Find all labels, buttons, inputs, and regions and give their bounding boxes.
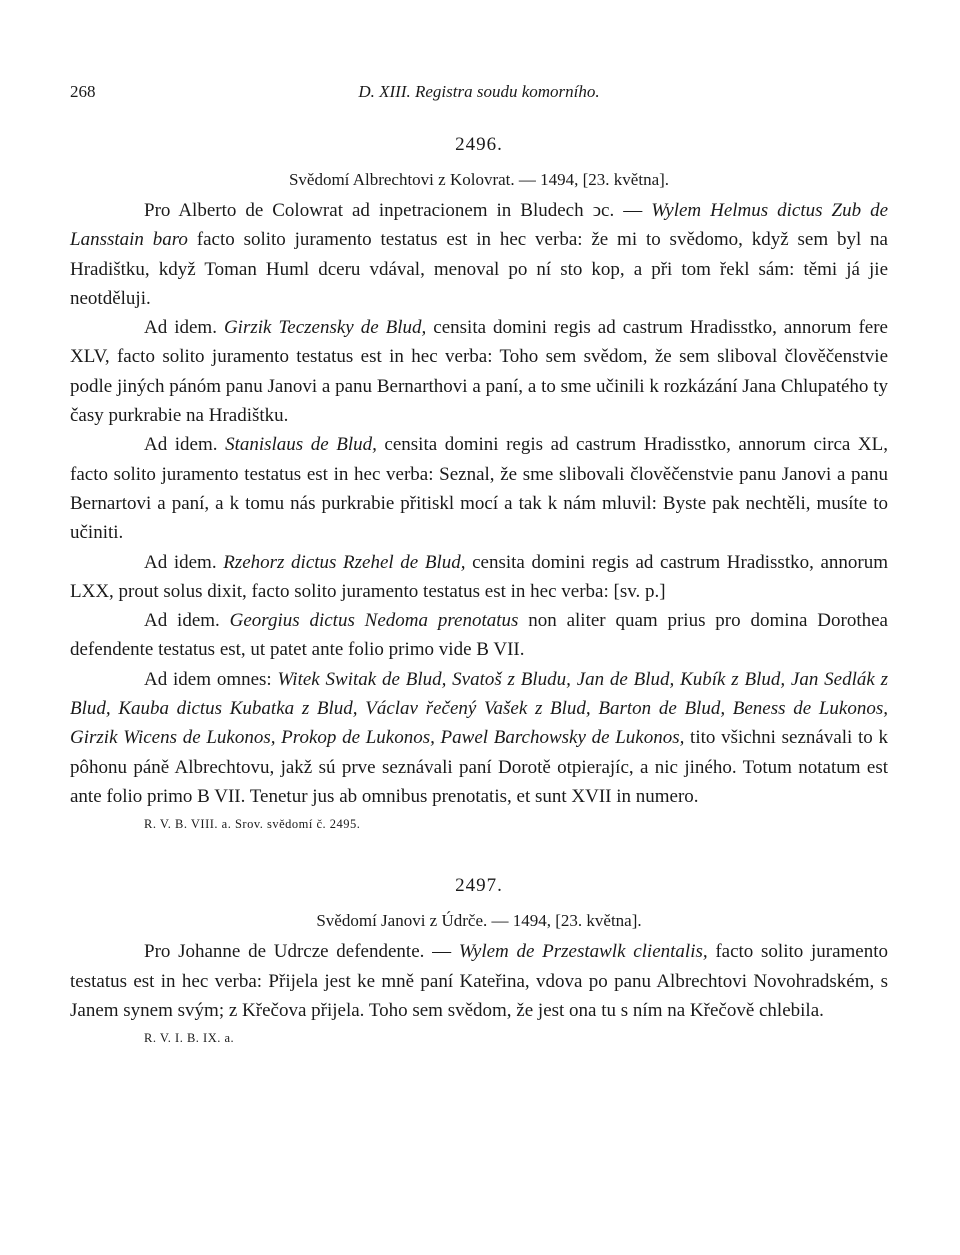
italic-name-run: Wylem de Przestawlk clientalis, <box>458 941 708 963</box>
document-page <box>70 78 888 1047</box>
body-paragraph <box>70 665 888 811</box>
entry-2497 <box>70 875 888 1047</box>
text-run: tito všichni seznávali to k pôhonu páně Albrechtovu, jakž sú prve seznávali paní Dorotě otpierajíc, a nic jiného. Totum notatum est ante folio primo B VII. Tenetur jus ab omnibus prenotatis, et sunt XVII in numero. <box>70 727 889 807</box>
italic-name-run: Stanislaus de Blud, <box>225 434 377 456</box>
text-run: Ad idem omnes: <box>144 668 278 690</box>
entry-body <box>70 937 888 1025</box>
entry-2496 <box>70 134 888 833</box>
text-run: censita domini regis ad castrum Hradisstko, annorum circa XL, facto solito juramento testatus est in hec verba: Seznal, že sme slibovali člověčenstvie panu Janovi a panu Bernartovi a paní, a k tomu nás purkrabie přitiskl mocí a tak k nám mluvil: Byste pak nechtěli, musíte to učiniti. <box>70 434 888 544</box>
italic-name-run: Wylem Helmus dictus Zub de Lansstain baro <box>70 200 888 251</box>
source-note: R. V. I. B. IX. a. <box>144 1031 235 1046</box>
text-run: censita domini regis ad castrum Hradisstko, annorum fere XLV, facto solito juramento testatus est in hec verba: Toho sem svědom, že sem sliboval člověčenstvie podle jiných pánóm panu Janovi a panu Bernarthovi a paní, a to sme učinili k rozkázání Jana Chlupatého ty časy purkrabie na Hradištku. <box>70 317 888 427</box>
entry-number: 2496. <box>455 134 503 155</box>
entry-heading: Svědomí Janovi z Údrče. — 1494, [23. května]. <box>316 911 642 931</box>
text-run: censita domini regis ad castrum Hradisstko, annorum LXX, prout solus dixit, facto solito juramento testatus est in hec verba: [sv. p.] <box>70 551 888 602</box>
italic-name-run: Witek Switak de Blud, Svatoš z Bludu, Jan de Blud, Kubík z Blud, Jan Sedlák z Blud, Kauba dictus Kubatka z Blud, Václav řečený Vašek z Blud, Barton de Blud, Beness de Lukonos, Girzik Wicens de Lukonos, Prokop de Lukonos, Pawel Barchowsky de Lukonos, <box>70 668 888 749</box>
running-header <box>70 78 888 108</box>
text-run: Ad idem. <box>144 610 230 632</box>
body-paragraph <box>70 548 888 607</box>
page-number: 268 <box>70 82 96 101</box>
entry-number: 2497. <box>455 875 503 897</box>
body-paragraph <box>70 430 888 547</box>
text-run: non aliter quam prius pro domina Dorothea defendente testatus est, ut patet ante folio primo vide B VII. <box>70 610 888 661</box>
body-paragraph <box>70 937 888 1025</box>
entry-body <box>70 196 888 811</box>
italic-name-run: Georgius dictus Nedoma prenotatus <box>229 610 519 632</box>
entry-heading: Svědomí Albrechtovi z Kolovrat. — 1494, [23. května]. <box>288 170 670 189</box>
text-run: facto solito juramento testatus est in hec verba: že mi to svědomo, když sem byl na Hradištku, když Toman Huml dceru vdával, menoval po ní sto kop, a při tom řekl sám: těmi já jie neotděluji. <box>70 229 888 309</box>
text-run: Pro Johanne de Udrcze defendente. — <box>144 941 459 963</box>
italic-name-run: Rzehorz dictus Rzehel de Blud, <box>223 551 466 573</box>
italic-name-run: Girzik Teczensky de Blud, <box>223 317 427 339</box>
text-run: Pro Alberto de Colowrat ad inpetracionem in Bludech ↄc. — <box>144 200 652 221</box>
body-paragraph <box>70 606 888 665</box>
text-run: Ad idem. <box>144 434 226 456</box>
text-run: Ad idem. <box>144 317 224 339</box>
text-run: facto solito juramento testatus est in hec verba: Přijela jest ke mně paní Kateřina, vdova po panu Albrechtovi Novohradském, s Janem synem svým; z Křečova přijela. Toho sem svědom, že jest ona tu s ním na Křečově chlebila. <box>70 941 888 1021</box>
running-title: D. XIII. Registra soudu komorního. <box>358 82 600 101</box>
body-paragraph <box>70 313 888 430</box>
source-note: R. V. B. VIII. a. Srov. svědomí č. 2495. <box>144 817 361 832</box>
body-paragraph <box>70 196 888 313</box>
text-run: Ad idem. <box>144 551 224 573</box>
